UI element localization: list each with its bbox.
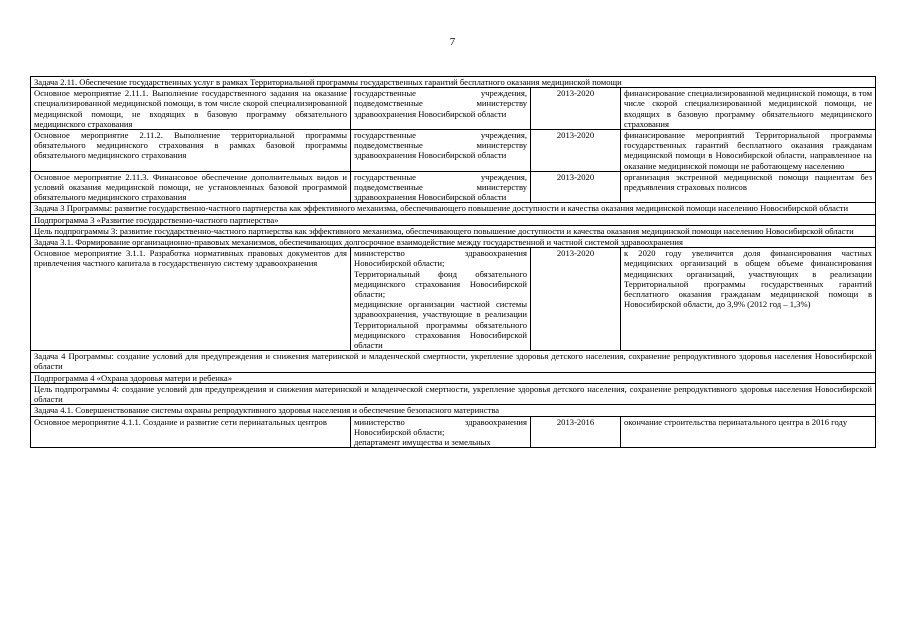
executor-item: медицинские организации частной системы здравоохранения, участвующие в реализации Территориальной программы обязательного медицинского страхования Новосибирской области <box>354 299 527 351</box>
executor-item: государственные учреждения, подведомственные министерству здравоохранения Новосибирской области <box>354 171 527 203</box>
section-header-text: Цель подпрограммы 3: развитие государственно-частного партнерства как эффективного механизма, обеспечивающего повышение доступности и качества оказания медицинской помощи населению Новосибирской области <box>31 225 876 236</box>
result-cell: финансирование специализированной медицинской помощи, в том числе скорой специализированной медицинской помощи, не входящих в базовую программу обязательного медицинского страхования <box>621 88 876 130</box>
executor-item: государственные учреждения, подведомственные министерству здравоохранения Новосибирской области <box>354 130 527 161</box>
section-header-row <box>31 383 876 404</box>
section-header-row <box>31 351 876 372</box>
executor-item: министерство здравоохранения Новосибирской области; <box>354 248 527 269</box>
section-header-text: Подпрограмма 3 «Развитие государственно-частного партнерства» <box>31 214 876 225</box>
years-cell: 2013-2016 <box>531 416 621 448</box>
years-cell: 2013-2020 <box>531 171 621 203</box>
executor-item: департамент имущества и земельных <box>354 436 491 447</box>
section-header-row <box>31 225 876 236</box>
executor-item: министерство здравоохранения Новосибирской области; <box>354 416 527 437</box>
measure-row <box>31 248 876 351</box>
executors-cell <box>351 171 531 203</box>
measure-cell: Основное мероприятие 2.11.2. Выполнение территориальной программы обязательного медицинского страхования в рамках базовой программы обязательного медицинского страхования <box>31 130 351 172</box>
section-header-text: Цель подпрограммы 4: создание условий для предупреждения и снижения материнской и младенческой смертности, укрепление здоровья детского населения, сохранение репродуктивного здоровья населения Новосибирской области <box>31 383 876 404</box>
section-header-text: Задача 3 Программы: развитие государственно-частного партнерства как эффективного механизма, обеспечивающего повышение доступности и качества оказания медицинской помощи населению Новосибирской области <box>31 203 876 214</box>
section-header-text: Задача 4.1. Совершенствование системы охраны репродуктивного здоровья населения и обеспечение безопасного материнства <box>31 405 876 416</box>
section-header-text: Задача 3.1. Формирование организационно-правовых механизмов, обеспечивающих долгосрочное взаимодействие между государственной и частной системой здравоохранения <box>31 237 876 248</box>
section-header-text: Задача 2.11. Обеспечение государственных услуг в рамках Территориальной программы государственных гарантий бесплатного оказания медицинской помощи <box>31 77 876 88</box>
measure-row <box>31 171 876 203</box>
section-header-text: Подпрограмма 4 «Охрана здоровья матери и ребенка» <box>31 372 876 383</box>
section-header-row <box>31 214 876 225</box>
result-cell: к 2020 году увеличится доля финансирования частных медицинских организаций в общем объеме финансирования медицинских организаций, участвующих в реализации Территориальной программы государственных гарантий бесплатного оказания гражданам медицинской помощи в Новосибирской области, до 3,9% (2012 год – 1,3%) <box>621 248 876 351</box>
executors-cell <box>351 88 531 130</box>
measure-row <box>31 88 876 130</box>
measure-cell: Основное мероприятие 2.11.3. Финансовое обеспечение дополнительных видов и условий оказания медицинской помощи, не установленных базовой программой обязательного медицинского страхования <box>31 171 351 203</box>
result-cell: финансирование мероприятий Территориальной программы государственных гарантий бесплатного оказания гражданам медицинской помощи в Новосибирской области, направленное на оказание медицинской помощи не работающему населению <box>621 130 876 172</box>
page-number: 7 <box>449 36 456 48</box>
section-header-text: Задача 4 Программы: создание условий для предупреждения и снижения материнской и младенческой смертности, укрепление здоровья детского населения, сохранение репродуктивного здоровья населения Новосибирской области <box>31 351 876 372</box>
section-header-row <box>31 203 876 214</box>
executor-item: государственные учреждения, подведомственные министерству здравоохранения Новосибирской области <box>354 88 527 119</box>
result-cell: организация экстренной медицинской помощи пациентам без предъявления страховых полисов <box>621 171 876 203</box>
measure-row <box>31 416 876 448</box>
result-cell: окончание строительства перинатального центра в 2016 году <box>621 416 876 448</box>
section-header-row <box>31 405 876 416</box>
section-header-row <box>31 77 876 88</box>
program-table-body <box>31 77 876 448</box>
measure-cell: Основное мероприятие 3.1.1. Разработка нормативных правовых документов для привлечения частного капитала в государственную систему здравоохранения <box>31 248 351 351</box>
executors-cell <box>351 416 531 448</box>
section-header-row <box>31 237 876 248</box>
executors-cell <box>351 130 531 172</box>
years-cell: 2013-2020 <box>531 248 621 351</box>
years-cell: 2013-2020 <box>531 88 621 130</box>
measure-cell: Основное мероприятие 2.11.1. Выполнение государственного задания на оказание специализированной медицинской помощи, в том числе скорой специализированной медицинской помощи, не входящих в базовую программу обязательного медицинского страхования <box>31 88 351 130</box>
executors-cell <box>351 248 531 351</box>
executor-item: Территориальный фонд обязательного медицинского страхования Новосибирской области; <box>354 268 527 300</box>
measure-row <box>31 130 876 172</box>
measure-cell: Основное мероприятие 4.1.1. Создание и развитие сети перинатальных центров <box>31 416 351 448</box>
years-cell: 2013-2020 <box>531 130 621 172</box>
section-header-row <box>31 372 876 383</box>
program-table <box>30 76 876 448</box>
